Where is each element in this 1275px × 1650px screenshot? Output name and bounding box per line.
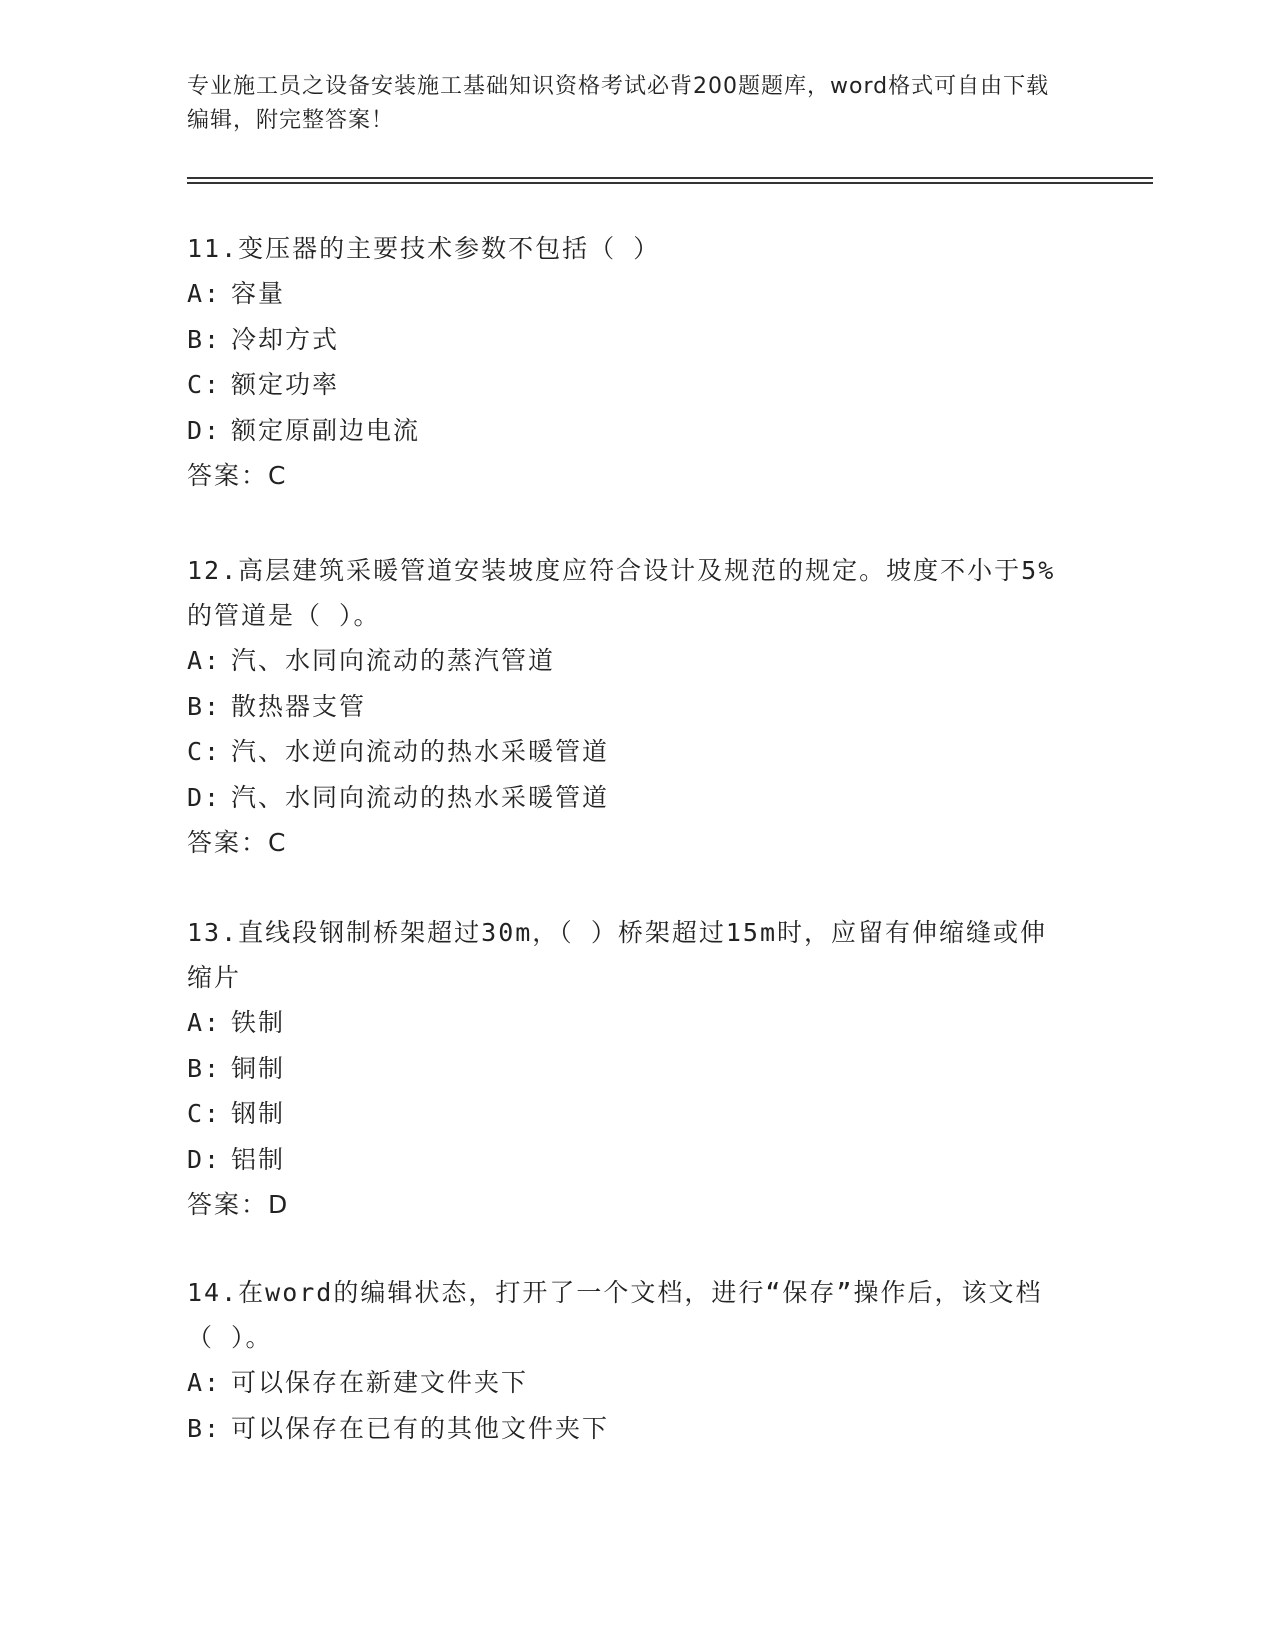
- header-divider-bottom: [187, 182, 1153, 184]
- option-text: 铁制: [231, 1008, 286, 1037]
- option-text: 额定原副边电流: [231, 415, 421, 445]
- option-b: [187, 684, 1067, 730]
- option-a: [187, 638, 1067, 684]
- question-stem: 12.高层建筑采暖管道安装坡度应符合设计及规范的规定。坡度不小于5%的管道是（ ）。: [187, 556, 1056, 630]
- header-divider-top: [187, 177, 1153, 179]
- option-letter: A:: [187, 1368, 222, 1397]
- option-c: [187, 1091, 1067, 1137]
- option-letter: B:: [187, 324, 222, 354]
- option-text: 冷却方式: [231, 324, 340, 354]
- question-11: [187, 226, 1087, 498]
- option-a: [187, 1000, 1067, 1046]
- question-stem: 14.在word的编辑状态，打开了一个文档，进行“保存”操作后，该文档（ ）。: [187, 1278, 1043, 1352]
- answer-line: 答案：C: [187, 461, 288, 490]
- option-text: 额定功率: [231, 370, 340, 399]
- option-a: [187, 271, 1087, 317]
- option-letter: B:: [187, 1053, 222, 1083]
- option-b: [187, 1406, 1047, 1452]
- option-c: [187, 729, 1067, 775]
- question-stem: 11.变压器的主要技术参数不包括（ ）: [187, 234, 661, 263]
- option-letter: D:: [187, 782, 222, 812]
- option-text: 汽、水同向流动的热水采暖管道: [231, 782, 610, 812]
- option-letter: C:: [187, 737, 222, 766]
- option-d: [187, 775, 1067, 821]
- option-letter: C:: [187, 1099, 222, 1128]
- option-text: 汽、水同向流动的蒸汽管道: [231, 646, 556, 675]
- question-14: [187, 1270, 1047, 1451]
- option-b: [187, 317, 1087, 363]
- option-text: 可以保存在新建文件夹下: [231, 1368, 529, 1397]
- option-letter: A:: [187, 1008, 222, 1037]
- option-d: [187, 408, 1087, 454]
- answer-line: 答案：C: [187, 828, 288, 857]
- option-text: 汽、水逆向流动的热水采暖管道: [231, 737, 610, 766]
- option-letter: B:: [187, 691, 222, 721]
- option-text: 散热器支管: [231, 691, 367, 721]
- option-d: [187, 1137, 1067, 1183]
- answer-line: 答案：D: [187, 1190, 290, 1219]
- option-b: [187, 1046, 1067, 1092]
- document-header: 专业施工员之设备安装施工基础知识资格考试必背200题题库，word格式可自由下载编辑，附完整答案！: [187, 74, 1050, 133]
- option-letter: A:: [187, 279, 222, 308]
- option-a: [187, 1360, 1047, 1406]
- option-text: 铜制: [231, 1053, 286, 1083]
- option-text: 铝制: [231, 1144, 286, 1174]
- question-12: [187, 548, 1067, 865]
- option-letter: B:: [187, 1413, 222, 1443]
- question-13: [187, 910, 1067, 1227]
- option-c: [187, 362, 1087, 408]
- option-text: 容量: [231, 279, 286, 308]
- option-letter: C:: [187, 370, 222, 399]
- option-letter: A:: [187, 646, 222, 675]
- option-letter: D:: [187, 1144, 222, 1174]
- option-text: 可以保存在已有的其他文件夹下: [231, 1413, 610, 1443]
- question-stem: 13.直线段钢制桥架超过30m，（ ）桥架超过15m时，应留有伸缩缝或伸缩片: [187, 918, 1048, 992]
- option-letter: D:: [187, 415, 222, 445]
- option-text: 钢制: [231, 1099, 286, 1128]
